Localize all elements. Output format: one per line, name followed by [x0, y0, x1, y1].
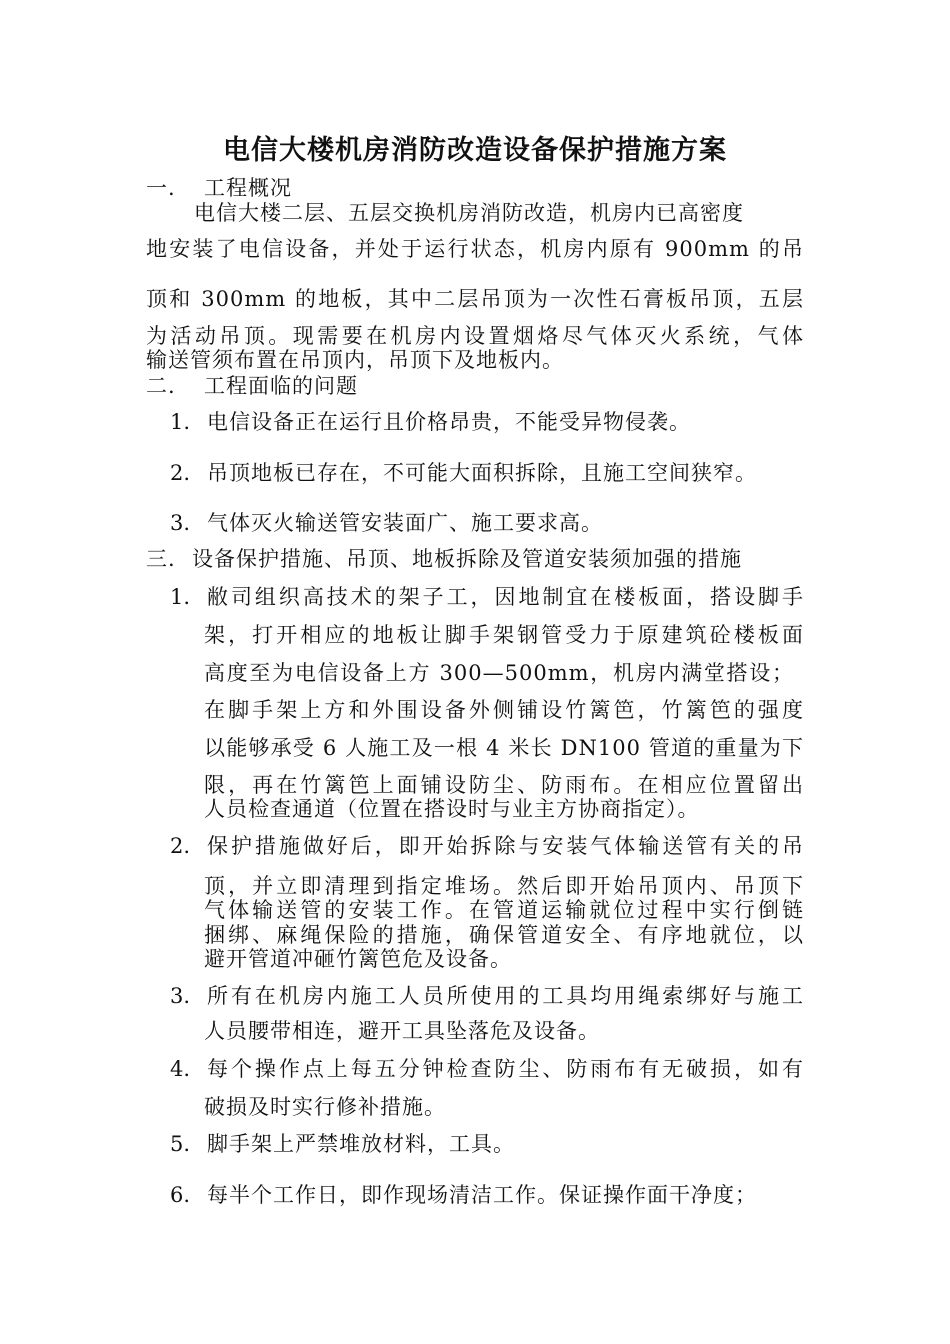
section-1-paragraph-line: 电信大楼二层、五层交换机房消防改造，机房内已高密度: [194, 201, 744, 225]
section-2-heading: 工程面临的问题: [204, 374, 358, 398]
section-1-heading: 工程概况: [204, 176, 292, 200]
section-3-item-number: 1.: [170, 585, 191, 609]
section-3-item-line: 脚手架上严禁堆放材料，工具。: [207, 1132, 515, 1156]
section-1-paragraph-line: 地安装了电信设备，并处于运行状态，机房内原有 900mm 的吊: [146, 237, 804, 261]
document-title: 电信大楼机房消防改造设备保护措施方案: [223, 135, 727, 166]
section-2-marker: 二.: [146, 374, 176, 398]
section-3-item-line: 破损及时实行修补措施。: [204, 1095, 446, 1119]
section-3-item-number: 4.: [170, 1057, 191, 1081]
section-3-item-number: 5.: [170, 1132, 191, 1156]
section-3-marker: 三.: [146, 547, 176, 571]
section-1-paragraph-line: 输送管须布置在吊顶内，吊顶下及地板内。: [146, 348, 564, 372]
section-1-paragraph-line: 顶和 300mm 的地板，其中二层吊顶为一次性石膏板吊顶，五层: [146, 287, 804, 311]
section-3-item-line: 顶，并立即清理到指定堆场。然后即开始吊顶内、吊顶下: [204, 874, 804, 898]
section-3-item-line: 敝司组织高技术的架子工，因地制宜在楼板面，搭设脚手: [207, 585, 804, 609]
section-3-item-line: 捆绑、麻绳保险的措施，确保管道安全、有序地就位，以: [204, 923, 804, 947]
section-2-item-line: 气体灭火输送管安装面广、施工要求高。: [207, 511, 603, 535]
section-3-item-line: 在脚手架上方和外围设备外侧铺设竹篱笆，竹篱笆的强度: [204, 698, 804, 722]
section-3-item-line: 人员腰带相连，避开工具坠落危及设备。: [204, 1019, 600, 1043]
section-3-item-line: 架，打开相应的地板让脚手架钢管受力于原建筑砼楼板面: [204, 623, 804, 647]
section-3-item-number: 6.: [170, 1183, 191, 1207]
section-3-item-line: 每个操作点上每五分钟检查防尘、防雨布有无破损，如有: [207, 1057, 804, 1081]
section-2-item-number: 3.: [170, 511, 191, 535]
section-3-item-line: 每半个工作日，即作现场清洁工作。保证操作面干净度；: [207, 1183, 757, 1207]
section-3-item-line: 避开管道冲砸竹篱笆危及设备。: [204, 947, 512, 971]
section-1-marker: 一.: [146, 176, 176, 200]
section-3-item-line: 所有在机房内施工人员所使用的工具均用绳索绑好与施工: [207, 984, 804, 1008]
section-3-item-line: 限，再在竹篱笆上面铺设防尘、防雨布。在相应位置留出: [204, 773, 804, 797]
section-1-paragraph-line: 为活动吊顶。现需要在机房内设置烟烙尽气体灭火系统，气体: [146, 324, 804, 348]
section-2-item-line: 电信设备正在运行且价格昂贵，不能受异物侵袭。: [207, 410, 691, 434]
section-3-heading: 设备保护措施、吊顶、地板拆除及管道安装须加强的措施: [192, 547, 742, 571]
section-3-item-line: 高度至为电信设备上方 300—500mm，机房内满堂搭设；: [204, 661, 794, 685]
section-3-item-line: 人员检查通道（位置在搭设时与业主方协商指定）。: [204, 797, 700, 821]
section-2-item-number: 2.: [170, 461, 191, 485]
section-3-item-line: 气体输送管的安装工作。在管道运输就位过程中实行倒链: [204, 898, 804, 922]
section-2-item-line: 吊顶地板已存在，不可能大面积拆除，且施工空间狭窄。: [207, 461, 757, 485]
section-3-item-line: 保护措施做好后，即开始拆除与安装气体输送管有关的吊: [207, 834, 804, 858]
section-3-item-number: 2.: [170, 834, 191, 858]
section-2-item-number: 1.: [170, 410, 191, 434]
section-3-item-number: 3.: [170, 984, 191, 1008]
section-3-item-line: 以能够承受 6 人施工及一根 4 米长 DN100 管道的重量为下: [204, 736, 804, 760]
